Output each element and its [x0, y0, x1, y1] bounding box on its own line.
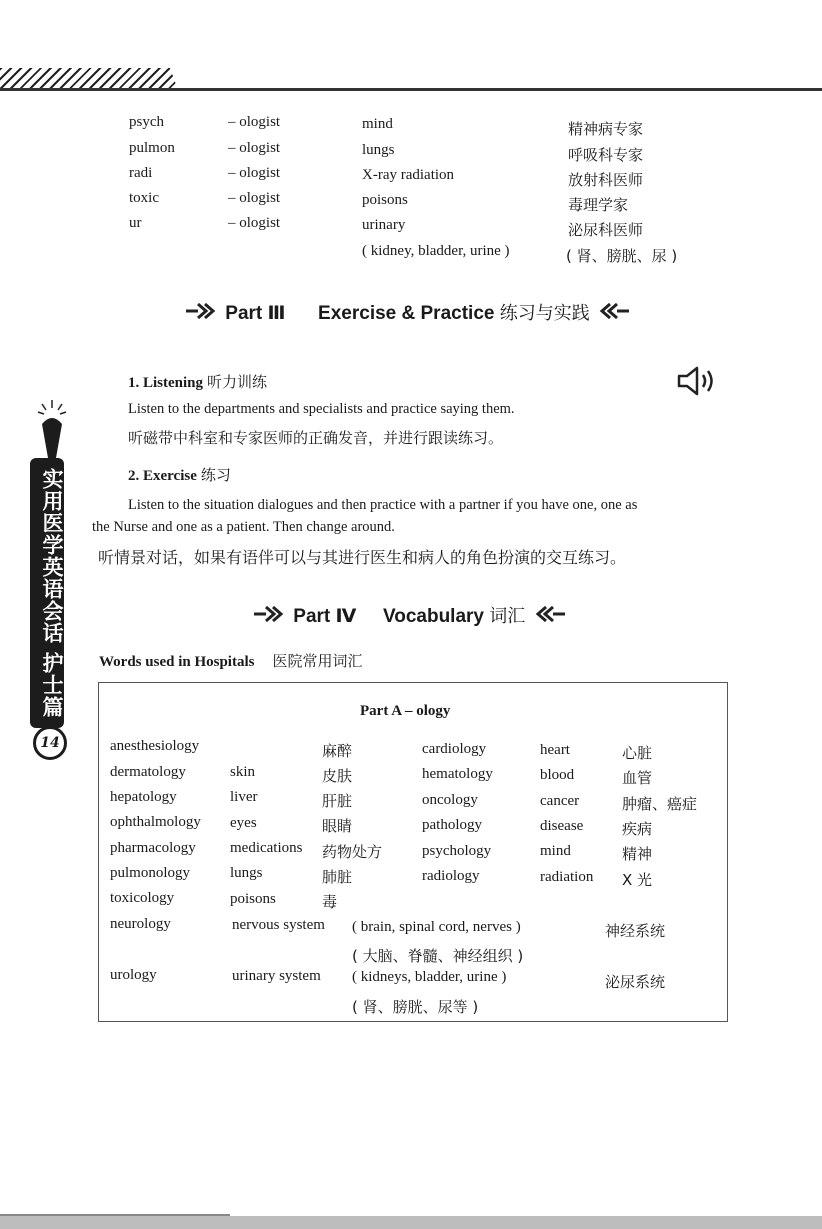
vocab-detail-en: ( brain, spinal cord, nerves ) [352, 919, 521, 935]
vocab-zh: 皮肤 [322, 767, 353, 785]
leaf-arrow-left-icon [184, 302, 220, 326]
vocab-detail-en: ( kidneys, bladder, urine ) [352, 969, 507, 985]
suffix-meaning: poisons [362, 192, 408, 208]
suffix-root: psych [129, 114, 164, 130]
sidebar-subtitle: 护士篇 [40, 652, 64, 718]
vocab-zh: 药物处方 [322, 843, 383, 861]
vocab-term: hematology [422, 766, 493, 782]
vocab-term: pulmonology [110, 865, 191, 881]
vocab-term: pharmacology [110, 840, 196, 856]
vocab-organ: mind [540, 843, 571, 859]
vocab-zh: 神经系统 [605, 922, 666, 940]
exercise-text-en-2: the Nurse and one as a patient. Then change around. [92, 519, 395, 535]
vocab-zh: 血管 [622, 769, 653, 787]
listening-text-zh: 听磁带中科室和专家医师的正确发音，并进行跟读练习。 [128, 429, 504, 447]
vocab-organ: eyes [230, 815, 257, 831]
suffix-ending: – ologist [228, 114, 281, 130]
leaf-arrow-right-icon [531, 605, 567, 629]
exercise-title: 2. Exercise 练习 [128, 466, 231, 484]
vocab-term: anesthesiology [110, 738, 200, 754]
box-title: Part A – ology [360, 703, 451, 719]
part4-title: Vocabulary [382, 606, 484, 627]
book-title-sidebar [30, 458, 64, 728]
vocab-organ: heart [540, 742, 570, 758]
header-hatch-decoration [0, 68, 178, 90]
vocab-organ: disease [540, 818, 584, 834]
header-rule [0, 88, 822, 91]
part3-heading [184, 299, 631, 326]
suffix-meaning: lungs [362, 142, 395, 158]
vocab-term: toxicology [110, 890, 175, 906]
suffix-ending: – ologist [228, 190, 281, 206]
suffix-root: pulmon [129, 140, 175, 156]
part3-zh: 练习与实践 [499, 303, 590, 323]
speaker-icon[interactable] [676, 364, 720, 403]
vocab-organ: radiation [540, 869, 594, 885]
vocab-zh: 精神 [622, 845, 653, 863]
words-heading: Words used in Hospitals 医院常用词汇 [99, 652, 363, 670]
leaf-arrow-right-icon [595, 302, 631, 326]
suffix-root: ur [129, 215, 142, 231]
suffix-zh: 泌尿科医师 [568, 221, 644, 239]
part3-title: Exercise & Practice [318, 303, 495, 324]
vocab-organ: nervous system [232, 917, 325, 933]
vocab-detail-zh: ( 大脑、脊髓、神经组织 ) [352, 947, 524, 965]
vocab-organ: medications [230, 840, 303, 856]
suffix-zh: 精神病专家 [568, 120, 644, 138]
suffix-zh: 放射科医师 [568, 171, 644, 189]
vocab-zh: 心脏 [622, 744, 653, 762]
suffix-root: radi [129, 165, 153, 181]
footer-bar [0, 1216, 822, 1229]
vocab-term: cardiology [422, 741, 487, 757]
vocab-term: dermatology [110, 764, 186, 780]
vocab-organ: blood [540, 767, 575, 783]
suffix-zh: 毒理学家 [568, 196, 629, 214]
vocab-zh: 泌尿系统 [605, 973, 666, 991]
vocab-organ: liver [230, 789, 258, 805]
vocab-organ: urinary system [232, 968, 321, 984]
page-number: 14 [33, 726, 67, 760]
vocab-organ: cancer [540, 793, 580, 809]
vocab-zh: X 光 [622, 871, 653, 889]
sidebar-book-title: 实用医学英语会话 [40, 468, 64, 644]
vocab-organ: poisons [230, 891, 276, 907]
suffix-meaning: X-ray radiation [362, 167, 455, 183]
vocab-zh: 肺脏 [322, 868, 353, 886]
suffix-zh: 呼吸科专家 [568, 146, 644, 164]
suffix-ending: – ologist [228, 140, 281, 156]
vocab-zh: 毒 [322, 893, 338, 911]
part4-zh: 词汇 [489, 606, 526, 626]
listening-text-en: Listen to the departments and specialists and practice saying them. [128, 401, 515, 417]
vocab-term: ophthalmology [110, 814, 201, 830]
exercise-text-en-1: Listen to the situation dialogues and then practice with a partner if you have one, one as [128, 497, 638, 513]
vocab-zh: 肝脏 [322, 792, 353, 810]
vocab-zh: 肿瘤、癌症 [622, 795, 698, 813]
vocab-term: neurology [110, 916, 171, 932]
suffix-ending: – ologist [228, 215, 281, 231]
vocab-term: urology [110, 967, 157, 983]
vocab-term: psychology [422, 843, 492, 859]
part4-label: Part Ⅳ [293, 606, 357, 627]
vocab-term: pathology [422, 817, 482, 833]
vocab-organ: skin [230, 764, 256, 780]
vocab-zh: 疾病 [622, 820, 653, 838]
suffix-root: toxic [129, 190, 159, 206]
suffix-meaning: urinary [362, 217, 406, 233]
listening-title: 1. Listening 听力训练 [128, 373, 268, 391]
exercise-text-zh: 听情景对话，如果有语伴可以与其进行医生和病人的角色扮演的交互练习。 [98, 548, 627, 567]
suffix-meaning: ( kidney, bladder, urine ) [362, 243, 510, 259]
vocab-detail-zh: ( 肾、膀胱、尿等 ) [352, 998, 479, 1016]
vocab-term: oncology [422, 792, 478, 808]
vocab-zh: 眼睛 [322, 817, 353, 835]
vocab-term: radiology [422, 868, 480, 884]
suffix-ending: – ologist [228, 165, 281, 181]
vocab-organ: lungs [230, 865, 263, 881]
pen-burst-icon [34, 398, 70, 465]
vocab-term: hepatology [110, 789, 177, 805]
suffix-zh: ( 肾、膀胱、尿 ) [566, 247, 678, 265]
leaf-arrow-left-icon [252, 605, 288, 629]
part3-label: Part Ⅲ [225, 303, 286, 324]
suffix-meaning: mind [362, 116, 393, 132]
part4-heading [252, 602, 567, 629]
vocab-zh: 麻醉 [322, 742, 353, 760]
